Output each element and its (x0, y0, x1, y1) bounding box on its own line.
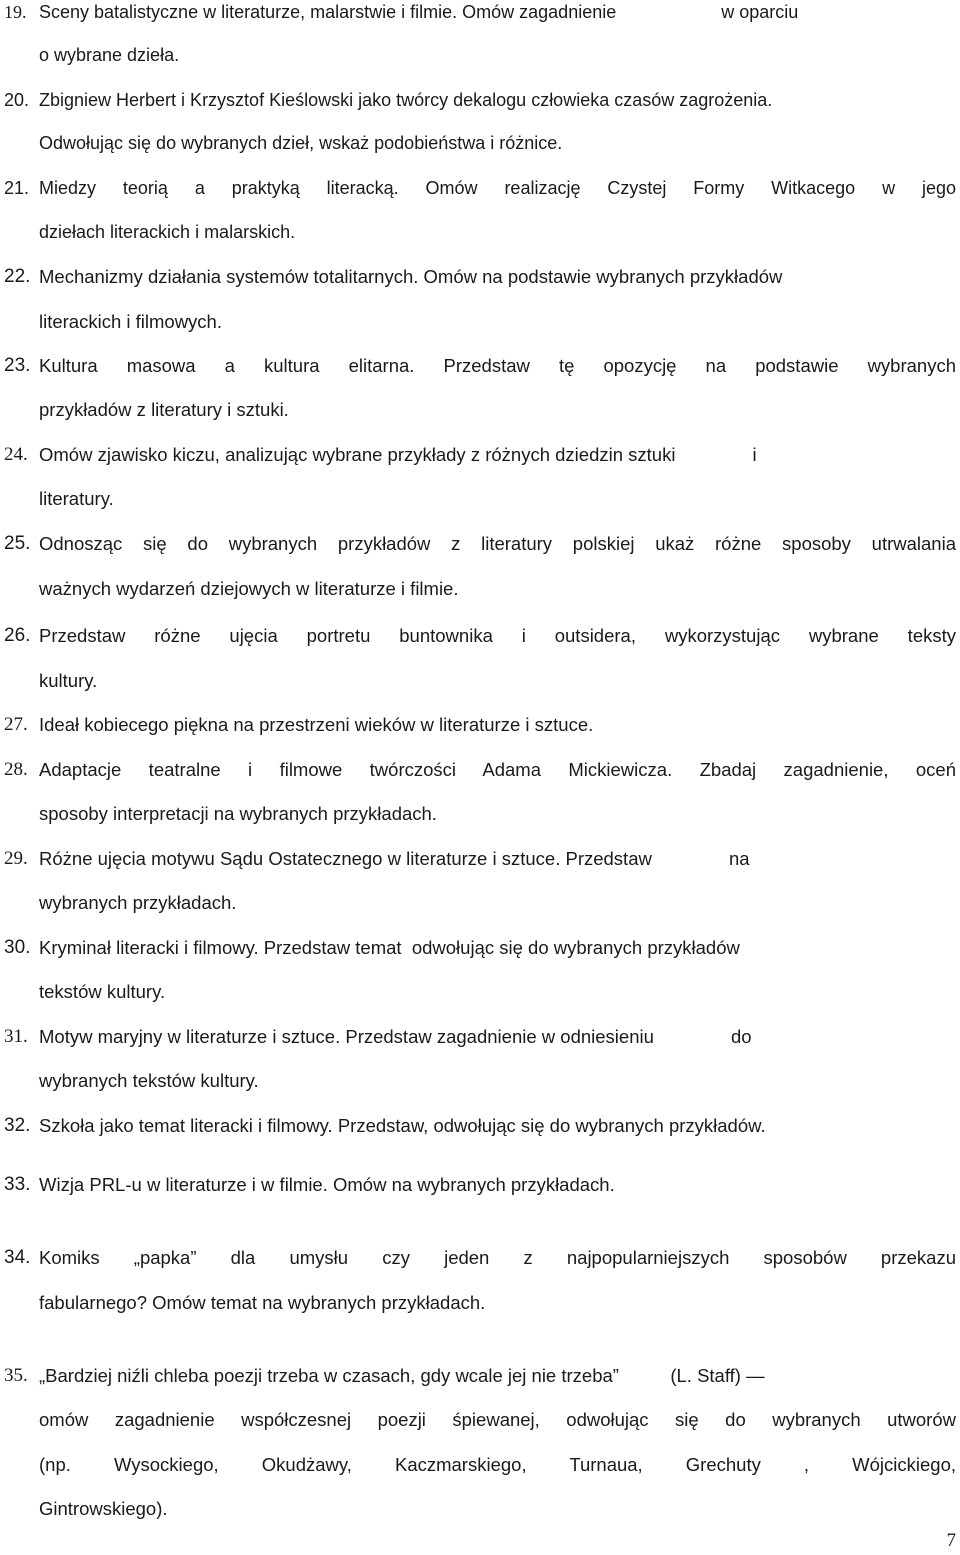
item-line: wybranych przykładach. (39, 892, 237, 913)
item-line: omów zagadnienie współczesnej poezji śpiewanej, odwołując się do wybranych utworów (39, 1409, 956, 1430)
item-line: (np. Wysockiego, Okudżawy, Kaczmarskiego, Turnaua, Grechuty , Wójcickiego, (39, 1454, 956, 1475)
item-line: sposoby interpretacji na wybranych przykładach. (39, 803, 437, 824)
item-number: 20. (4, 90, 30, 110)
item-line: Adaptacje teatralne i filmowe twórczości Adama Mickiewicza. Zbadaj zagadnienie, oceń (39, 759, 956, 780)
item-number: 21. (4, 178, 30, 198)
item-line: Różne ujęcia motywu Sądu Ostatecznego w literaturze i sztuce. Przedstaw na (39, 848, 750, 869)
item-line: o wybrane dzieła. (39, 45, 180, 65)
page-number: 7 (946, 1530, 956, 1551)
item-line: Ideał kobiecego piękna na przestrzeni wieków w literaturze i sztuce. (39, 714, 594, 735)
item-line: Odnosząc się do wybranych przykładów z literatury polskiej ukaż różne sposoby utrwalania (39, 533, 956, 554)
item-line: ważnych wydarzeń dziejowych w literaturze i filmie. (39, 578, 459, 599)
item-number: 23. (4, 355, 31, 376)
item-number: 33. (4, 1174, 31, 1195)
item-line: Gintrowskiego). (39, 1498, 168, 1519)
item-line: Wizja PRL-u w literaturze i w filmie. Omów na wybranych przykładach. (39, 1174, 615, 1195)
item-number: 25. (4, 533, 31, 554)
item-line: dziełach literackich i malarskich. (39, 222, 296, 242)
item-number: 34. (4, 1247, 31, 1268)
item-line: Zbigniew Herbert i Krzysztof Kieślowski jako twórcy dekalogu człowieka czasów zagrożenia. (39, 90, 773, 110)
item-line: Odwołując się do wybranych dzieł, wskaż podobieństwa i różnice. (39, 133, 563, 153)
item-line: Kultura masowa a kultura elitarna. Przedstaw tę opozycję na podstawie wybranych (39, 355, 956, 376)
item-line: Miedzy teorią a praktyką literacką. Omów realizację Czystej Formy Witkacego w jego (39, 178, 956, 198)
item-line: Szkoła jako temat literacki i filmowy. Przedstaw, odwołując się do wybranych przykładów. (39, 1115, 766, 1136)
item-number: 30. (4, 937, 31, 958)
item-line: Sceny batalistyczne w literaturze, malarstwie i filmie. Omów zagadnienie w oparciu (39, 2, 799, 22)
item-line: wybranych tekstów kultury. (39, 1070, 259, 1091)
item-number: 29. (4, 848, 28, 869)
item-number: 19. (4, 2, 27, 22)
item-number: 28. (4, 759, 28, 780)
item-line: „Bardziej niźli chleba poezji trzeba w czasach, gdy wcale jej nie trzeba” (L. Staff) — (39, 1365, 765, 1386)
item-line: Kryminał literacki i filmowy. Przedstaw temat odwołując się do wybranych przykładów (39, 937, 740, 958)
item-line: Komiks „papka” dla umysłu czy jeden z najpopularniejszych sposobów przekazu (39, 1247, 956, 1268)
item-line: literackich i filmowych. (39, 311, 222, 332)
item-line: Mechanizmy działania systemów totalitarnych. Omów na podstawie wybranych przykładów (39, 266, 783, 287)
item-line: Omów zjawisko kiczu, analizując wybrane przykłady z różnych dziedzin sztuki i (39, 444, 757, 465)
item-line: literatury. (39, 488, 114, 509)
item-line: tekstów kultury. (39, 981, 166, 1002)
item-number: 26. (4, 625, 31, 646)
item-line: kultury. (39, 670, 98, 691)
item-line: Przedstaw różne ujęcia portretu buntownika i outsidera, wykorzystując wybrane teksty (39, 625, 956, 646)
item-number: 24. (4, 444, 28, 465)
item-number: 31. (4, 1026, 28, 1047)
item-line: przykładów z literatury i sztuki. (39, 399, 289, 420)
item-line: fabularnego? Omów temat na wybranych przykładach. (39, 1292, 486, 1313)
item-number: 27. (4, 714, 28, 735)
item-line: Motyw maryjny w literaturze i sztuce. Przedstaw zagadnienie w odniesieniu do (39, 1026, 752, 1047)
item-number: 32. (4, 1115, 31, 1136)
item-number: 35. (4, 1365, 28, 1386)
item-number: 22. (4, 266, 31, 287)
